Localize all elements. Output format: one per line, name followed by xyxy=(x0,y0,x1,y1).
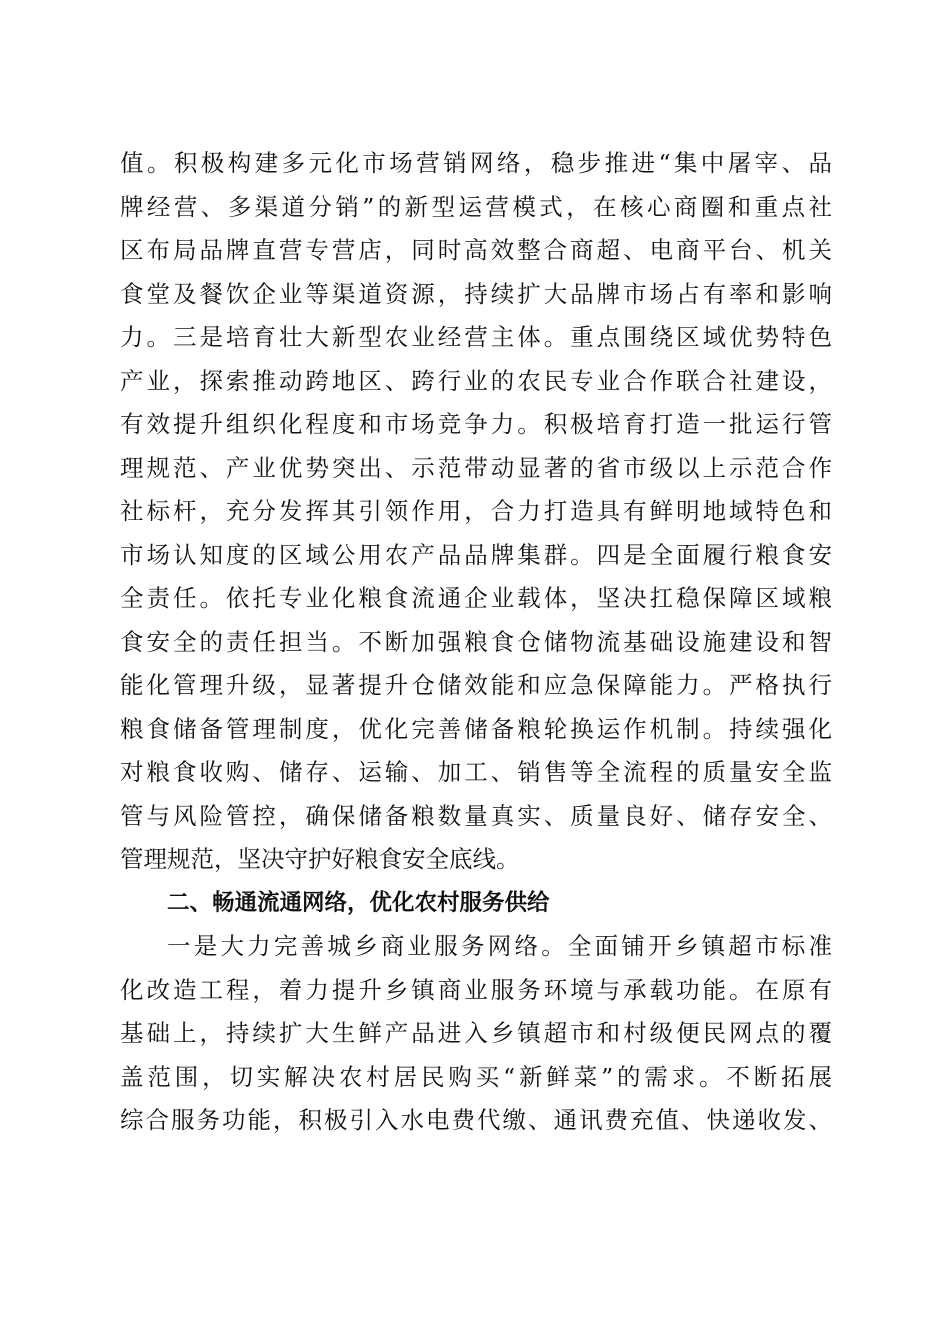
paragraph-rural-commerce xyxy=(120,925,832,1143)
paragraph-grain-security xyxy=(120,142,832,882)
text-line: 值。积极构建多元化市场营销网络，稳步推进“集中屠宰、品 xyxy=(120,149,832,177)
text-line: 力。三是培育壮大新型农业经营主体。重点围绕区域优势特色 xyxy=(120,323,832,351)
text-line: 管理规范，坚决守护好粮食安全底线。 xyxy=(120,845,520,873)
text-line: 对粮食收购、储存、运输、加工、销售等全流程的质量安全监 xyxy=(120,758,832,786)
text-line: 基础上，持续扩大生鲜产品进入乡镇超市和村级便民网点的覆 xyxy=(120,1019,832,1047)
text-line: 理规范、产业优势突出、示范带动显著的省市级以上示范合作 xyxy=(120,453,832,482)
text-line: 管与风险管控，确保储备粮数量真实、质量良好、储存安全、 xyxy=(120,801,832,830)
text-line: 一是大力完善城乡商业服务网络。全面铺开乡镇超市标准 xyxy=(167,932,832,960)
document-body xyxy=(120,142,832,1143)
text-line: 能化管理升级，显著提升仓储效能和应急保障能力。严格执行 xyxy=(120,671,832,699)
text-line: 全责任。依托专业化粮食流通企业载体，坚决扛稳保障区域粮 xyxy=(120,584,832,612)
text-line: 粮食储备管理制度，优化完善储备粮轮换运作机制。持续强化 xyxy=(120,714,832,743)
text-line: 产业，探索推动跨地区、跨行业的农民专业合作联合社建设， xyxy=(120,366,832,395)
text-line: 食安全的责任担当。不断加强粮食仓储物流基础设施建设和智 xyxy=(120,627,832,656)
text-line: 盖范围，切实解决农村居民购买“新鲜菜”的需求。不断拓展 xyxy=(120,1062,832,1091)
text-line: 有效提升组织化程度和市场竞争力。积极培育打造一批运行管 xyxy=(120,410,832,438)
text-line: 区布局品牌直营专营店，同时高效整合商超、电商平台、机关 xyxy=(120,236,832,264)
text-line: 牌经营、多渠道分销”的新型运营模式，在核心商圈和重点社 xyxy=(120,192,832,221)
text-line: 社标杆，充分发挥其引领作用，合力打造具有鲜明地域特色和 xyxy=(120,497,832,525)
text-line: 化改造工程，着力提升乡镇商业服务环境与承载功能。在原有 xyxy=(120,975,832,1004)
text-line: 食堂及餐饮企业等渠道资源，持续扩大品牌市场占有率和影响 xyxy=(120,279,832,308)
text-line: 综合服务功能，积极引入水电费代缴、通讯费充值、快递收发、 xyxy=(120,1106,832,1134)
section-heading: 二、畅通流通网络，优化农村服务供给 xyxy=(167,889,550,916)
text-line: 市场认知度的区域公用农产品品牌集群。四是全面履行粮食安 xyxy=(120,540,832,569)
